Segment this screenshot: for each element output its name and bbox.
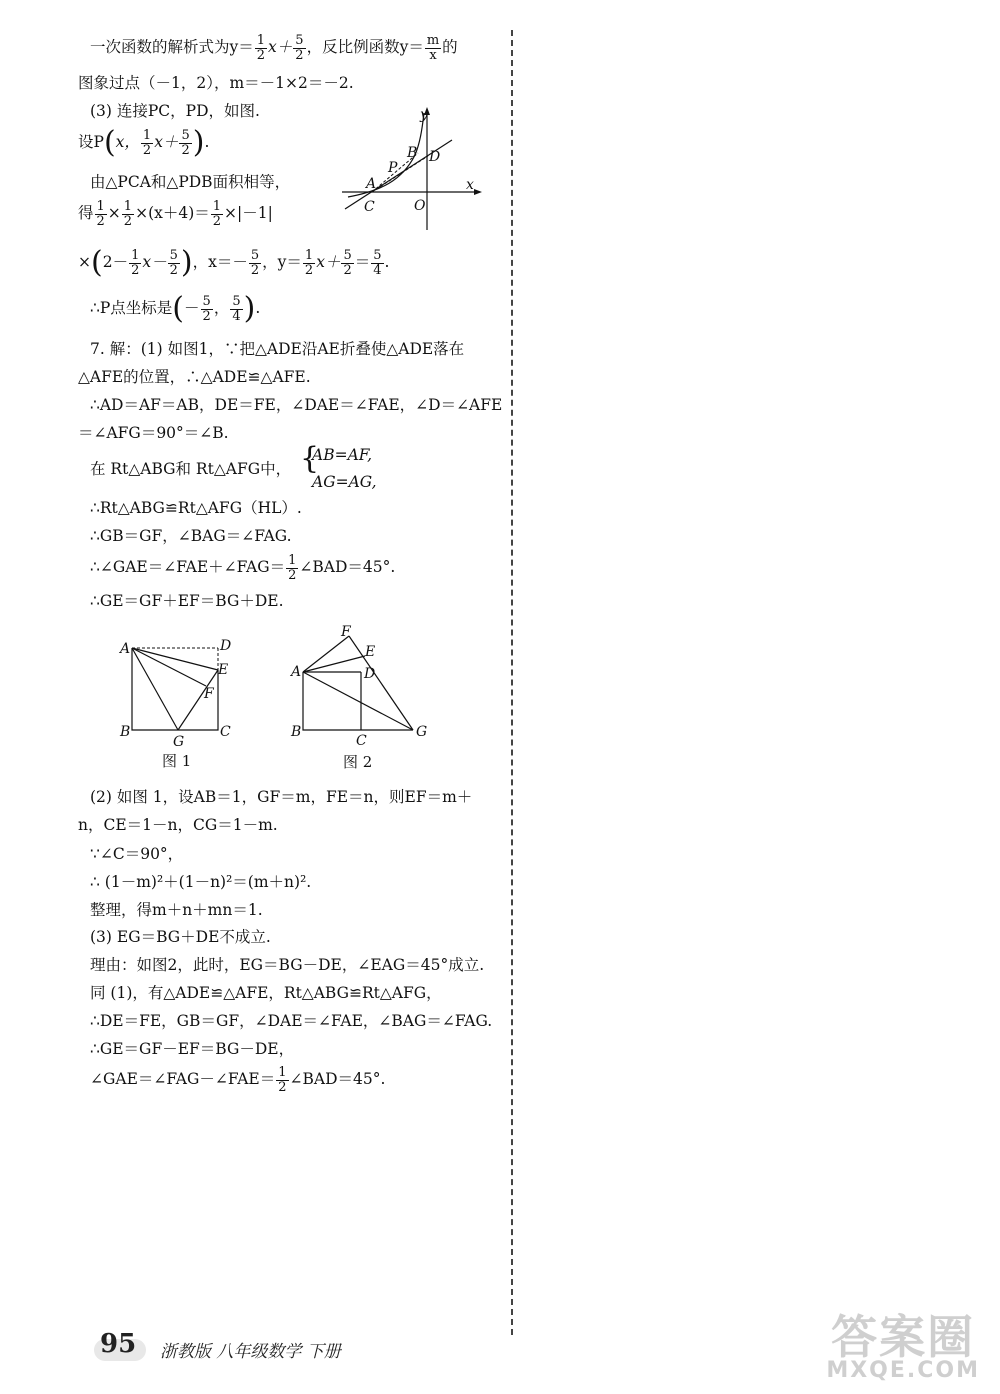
fraction: $\frac{5}{2}$ xyxy=(295,33,304,63)
fig-label: O xyxy=(414,198,426,214)
fig-label: G xyxy=(416,724,428,740)
text: 2－ xyxy=(102,253,129,271)
fig1-caption: 图 1 xyxy=(162,752,192,770)
text: ∠BAD＝45°. xyxy=(289,1070,386,1089)
fig-label: P xyxy=(388,160,398,176)
text-line xyxy=(90,458,291,481)
fig-label: A xyxy=(120,641,131,657)
figure-2 xyxy=(285,620,435,780)
text-line: ∵∠C＝90°， xyxy=(90,845,184,863)
fig-label: D xyxy=(429,149,441,165)
text: 在 Rt△ABG和 Rt△AFG中， xyxy=(90,460,292,478)
fig-label: F xyxy=(341,624,351,640)
text: × xyxy=(78,253,91,271)
page-divider xyxy=(511,30,513,1335)
fig-label: F xyxy=(204,686,214,702)
text-line: ∴GB＝GF，∠BAG＝∠FAG. xyxy=(90,527,292,545)
text-line: 图象过点（－1，2），m＝－1×2＝－2. xyxy=(78,74,354,92)
fraction: $\frac{m}{x}$ xyxy=(426,33,440,63)
text: ，反比例函数y＝ xyxy=(306,38,424,57)
text-line: ∴GE＝GF－EF＝BG－DE， xyxy=(90,1040,295,1058)
text: ∴∠GAE＝∠FAE＋∠FAG＝ xyxy=(90,558,286,577)
text-line: 7. 解：(1) 如图1，∵把△ADE沿AE折叠使△ADE落在 xyxy=(90,340,465,358)
text-line xyxy=(90,34,458,62)
watermark xyxy=(826,1310,980,1383)
text: ∠BAD＝45°. xyxy=(299,558,396,577)
text: 得 xyxy=(78,204,94,223)
text: ∠GAE＝∠FAG－∠FAE＝ xyxy=(90,1070,276,1089)
watermark-logo: 答案圈 xyxy=(831,1310,976,1364)
coordinate-figure xyxy=(340,105,485,235)
text: . xyxy=(255,299,261,317)
text-line: 理由：如图2，此时，EG＝BG－DE，∠EAG＝45°成立. xyxy=(90,956,485,974)
figure-1 xyxy=(110,630,240,780)
text: 一次函数的解析式为y＝ xyxy=(90,38,254,57)
fig-label: y xyxy=(420,107,428,123)
page-footer xyxy=(100,1329,520,1365)
watermark-url: MXQE.COM xyxy=(826,1358,980,1383)
fig-label: D xyxy=(364,666,376,682)
text: x， xyxy=(115,133,140,151)
text: . xyxy=(204,133,210,151)
text-line: n，CE＝1－n，CG＝1－m. xyxy=(78,816,278,834)
fraction: $\frac{1}{2}$ xyxy=(142,127,152,158)
text-line: ×(2－ $\frac{1}{2}$ x－ $\frac{5}{2}$ )，x＝－ $\frac{5}{2}$ ，y＝ $\frac{1}{2}$ x＋ $\frac{5}{2}$ ＝ $\frac{5}{4}$ . xyxy=(78,245,390,280)
text-line: ∴P点坐标是(－ $\frac{5}{2}$ ， $\frac{5}{4}$ ). xyxy=(90,291,261,326)
brace: { xyxy=(300,441,320,476)
fraction: $\frac{5}{2}$ xyxy=(181,127,190,158)
text: × xyxy=(107,204,121,223)
text-line: ∴∠GAE＝∠FAE＋∠FAG＝ $\frac{1}{2}$ ∠BAD＝45°. xyxy=(90,553,396,583)
fig-label: A xyxy=(366,176,377,192)
fig-label: x xyxy=(466,177,474,193)
text: . xyxy=(384,253,390,271)
text-line: AB=AF, xyxy=(312,446,373,464)
text-line: 得 $\frac{1}{2}$ × $\frac{1}{2}$ ×(x＋4)＝ $\frac{1}{2}$ ×|－1| xyxy=(78,199,273,229)
text-line: ∴Rt△ABG≌Rt△AFG（HL）. xyxy=(90,499,302,517)
page-number: 95 xyxy=(100,1329,137,1359)
text-line: ＝∠AFG＝90°＝∠B. xyxy=(78,424,229,442)
text: ×|－1| xyxy=(224,204,273,223)
text: 设P xyxy=(78,133,104,151)
fig-label: B xyxy=(407,145,418,161)
text-line: ∴GE＝GF＋EF＝BG＋DE. xyxy=(90,592,284,610)
text: ，y＝ xyxy=(262,253,302,271)
text-line: (3) 连接PC，PD，如图. xyxy=(90,102,260,120)
book-title: 浙教版 八年级数学 下册 xyxy=(160,1342,341,1362)
text: 的 xyxy=(442,38,458,57)
text: x－ xyxy=(142,253,167,271)
text-line: (2) 如图 1，设AB＝1，GF＝m，FE＝n，则EF＝m＋ xyxy=(90,788,473,806)
text: － xyxy=(184,299,200,317)
fig2-caption: 图 2 xyxy=(343,753,373,771)
text: x＋ xyxy=(316,253,341,271)
text: ＝ xyxy=(354,253,371,271)
text-line: △AFE的位置，∴△ADE≌△AFE. xyxy=(78,368,311,386)
text-line: ∴DE＝FE，GB＝GF，∠DAE＝∠FAE，∠BAG＝∠FAG. xyxy=(90,1012,493,1030)
fig-label: E xyxy=(365,644,376,660)
text: ，x＝－ xyxy=(192,253,248,271)
text-line: ∴ (1－m)²＋(1－n)²＝(m＋n)². xyxy=(90,873,312,891)
fig-label: C xyxy=(364,199,375,215)
text: ∴P点坐标是 xyxy=(90,299,173,317)
fig-label: C xyxy=(220,724,231,740)
text-line: ∠GAE＝∠FAG－∠FAE＝ $\frac{1}{2}$ ∠BAD＝45°. xyxy=(90,1065,386,1095)
text: ， xyxy=(213,299,230,317)
text-line: 设P(x， $\frac{1}{2}$ x＋ $\frac{5}{2}$ ). xyxy=(78,125,210,160)
fig-label: E xyxy=(218,662,229,678)
text-line: 整理，得m＋n＋mn＝1. xyxy=(90,901,263,919)
text: ×(x＋4)＝ xyxy=(135,204,210,223)
text: x＋ xyxy=(268,38,293,57)
fig-label: B xyxy=(120,724,131,740)
fig-label: D xyxy=(220,638,232,654)
text-line: 同 (1)，有△ADE≌△AFE，Rt△ABG≌Rt△AFG， xyxy=(90,984,442,1002)
text-line: 由△PCA和△PDB面积相等， xyxy=(90,173,291,191)
fig-label: A xyxy=(291,664,302,680)
text-line: (3) EG＝BG＋DE不成立. xyxy=(90,928,271,946)
fig-label: B xyxy=(291,724,302,740)
text-line: ∴AD＝AF＝AB，DE＝FE，∠DAE＝∠FAE，∠D＝∠AFE xyxy=(90,396,503,414)
text: x＋ xyxy=(154,133,179,151)
fig-label: G xyxy=(173,734,185,750)
fig-label: C xyxy=(356,733,367,749)
fraction: $\frac{1}{2}$ xyxy=(256,33,266,63)
text-line: AG=AG, xyxy=(312,473,377,491)
